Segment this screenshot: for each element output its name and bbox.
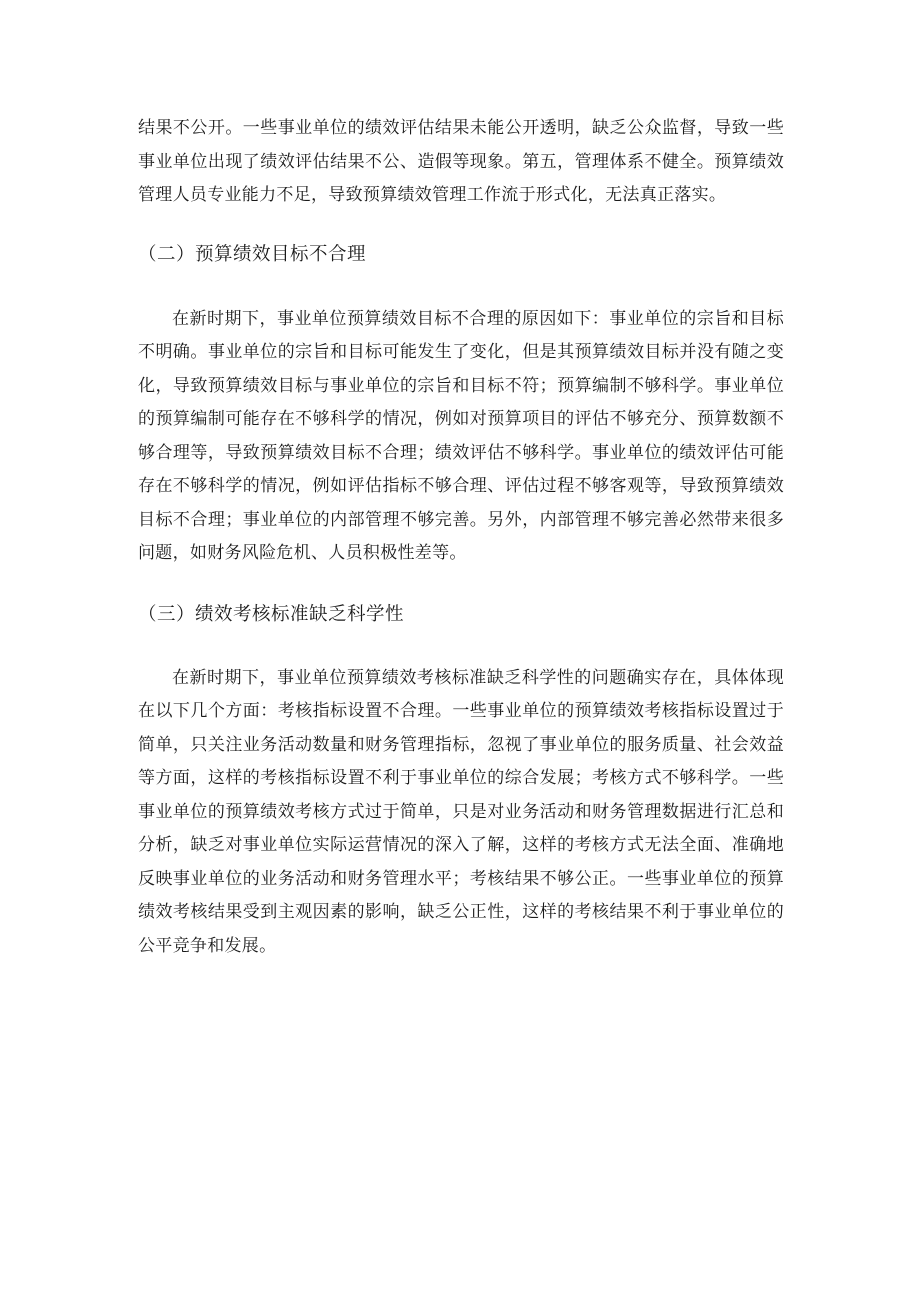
paragraph-3: 在新时期下，事业单位预算绩效考核标准缺乏科学性的问题确实存在，具体体现在以下几个方面：考核指标设置不合理。一些事业单位的预算绩效考核指标设置过于简单，只关注业务活动数量和财务管理指标，忽视了事业单位的服务质量、社会效益等方面，这样的考核指标设置不利于事业单位的综合发展；考核方式不够科学。一些事业单位的预算绩效考核方式过于简单，只是对业务活动和财务管理数据进行汇总和分析，缺乏对事业单位实际运营情况的深入了解，这样的考核方式无法全面、准确地反映事业单位的业务活动和财务管理水平；考核结果不够公正。一些事业单位的预算绩效考核结果受到主观因素的影响，缺乏公正性，这样的考核结果不利于事业单位的公平竞争和发展。 [138,667,784,956]
section-heading-3: （三）绩效考核标准缺乏科学性 [138,603,405,625]
paragraph-1: 结果不公开。一些事业单位的绩效评估结果未能公开透明，缺乏公众监督，导致一些事业单位出现了绩效评估结果不公、造假等现象。第五，管理体系不健全。预算绩效管理人员专业能力不足，导致预算绩效管理工作流于形式化，无法真正落实。 [138,118,784,205]
section-heading-2: （二）预算绩效目标不合理 [138,243,367,265]
paragraph-2: 在新时期下，事业单位预算绩效目标不合理的原因如下：事业单位的宗旨和目标不明确。事业单位的宗旨和目标可能发生了变化，但是其预算绩效目标并没有随之变化，导致预算绩效目标与事业单位的宗旨和目标不符；预算编制不够科学。事业单位的预算编制可能存在不够科学的情况，例如对预算项目的评估不够充分、预算数额不够合理等，导致预算绩效目标不合理；绩效评估不够科学。事业单位的绩效评估可能存在不够科学的情况，例如评估指标不够合理、评估过程不够客观等，导致预算绩效目标不合理；事业单位的内部管理不够完善。另外，内部管理不够完善必然带来很多问题，如财务风险危机、人员积极性差等。 [138,308,784,563]
document-body [138,112,784,963]
